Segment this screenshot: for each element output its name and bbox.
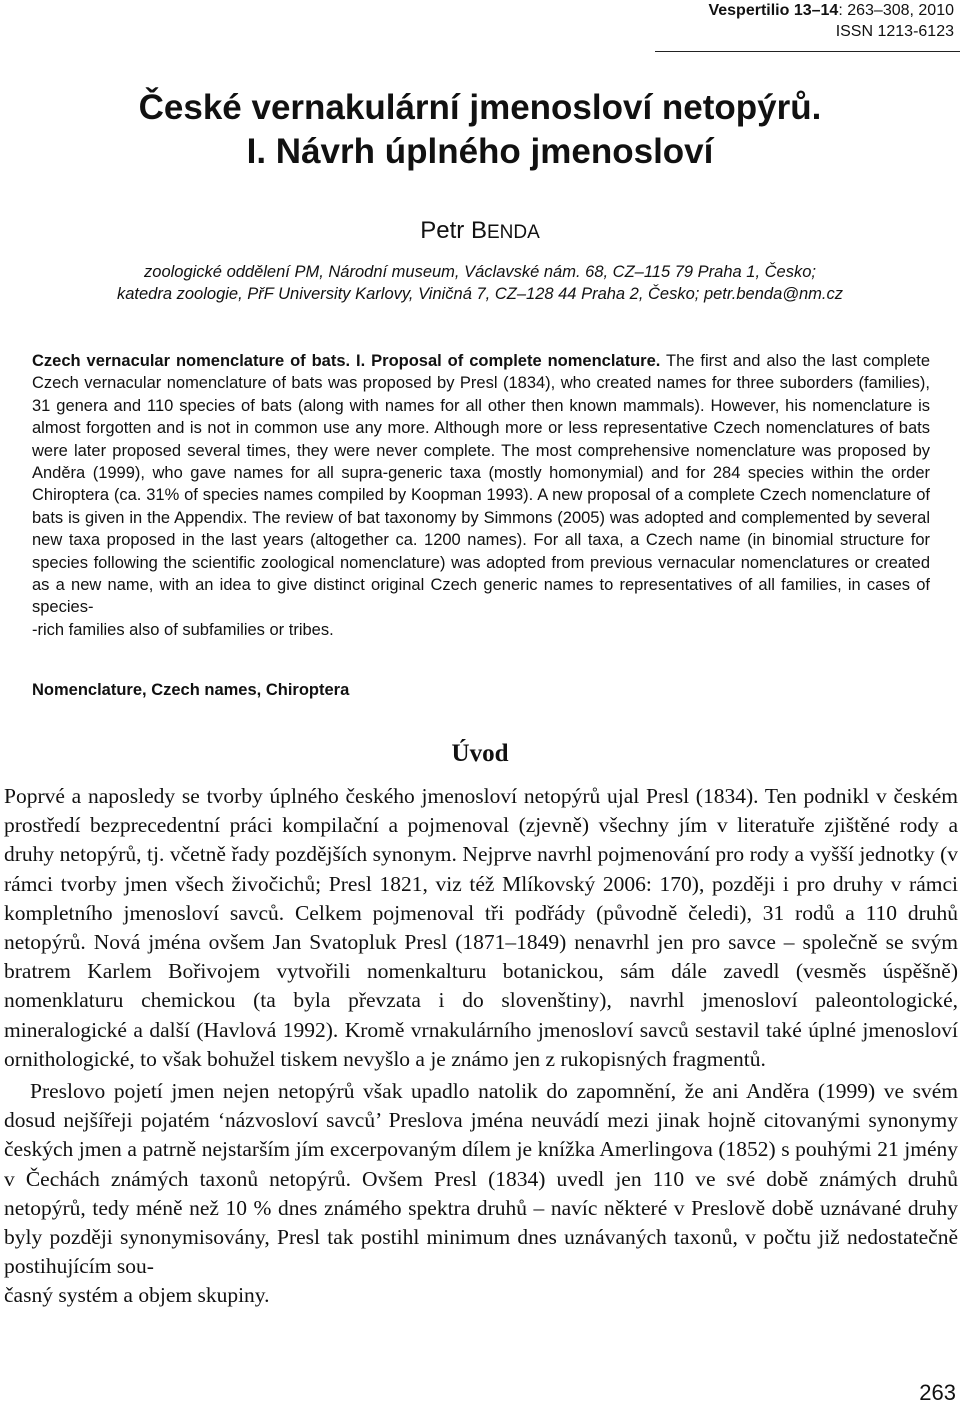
author-name [0,216,960,248]
body-paragraph: Preslovo pojetí jmen nejen netopýrů však upadlo natolik do zapomnění, že ani Anděra (1999) ve svém dosud nejšířeji pojatém ‘názvosloví savců’ Preslova jména neuvádí mezi jinak hojně citovanými synonymy českých jmen a patrně nejstarším jím excerpovaným dílem je knížka Amerlingova (1852) s pouhými 21 jmény v Čechách známých taxonů netopýrů. Ovšem Presl (1834) uvedl jen 110 ve své době známých druhů netopýrů, tedy méně než 10 % dnes známého spektra druhů – navíc některé v Preslově době uznávané druhy byly později synonymisovány, Presl tak postihl minimum dnes uznávaných taxonů, v počtu již nedostatečně postihujícím sou- časný systém a objem skupiny. [4,1079,958,1308]
body-paragraph: Poprvé a naposledy se tvorby úplného českého jmenosloví netopýrů ujal Presl (1834). Ten podnikl v českém prostředí bezprecedentní práci kompilační a pojmenoval (zjevně) všechny jím v literatuře zjištěné rody a druhy netopýrů, tj. včetně řady pozdějších synonym. Nejprve navrhl pojmenování pro rody a vyšší jednotky (v rámci tvorby jmen všech živočichů; Presl 1821, viz též Mlíkovský 2006: 170), později i pro druhy v rámci kompletního jmenosloví savců. Celkem pojmenoval tři podřády (původně čeledi), 31 rodů a 110 druhů netopýrů. Nová jména ovšem Jan Svatopluk Presl (1871–1849) nenavrhl jen pro savce – společně se svým bratrem Karlem Bořivojem vytvořili nomenkalturu botanickou, sám dále zavedl (vesměs úspěšně) nomenklaturu chemickou (ta byla převzata i do slovenštiny), navrhl jmenosloví paleontologické, mineralogické a další (Havlová 1992). Kromě vrnakulárního jmenosloví savců sestavil také úplné jmenosloví ornithologické, to však bohužel tiskem nevyšlo a je známo jen z rukopisných fragmentů. [4,784,958,1071]
affiliation [0,261,960,305]
journal-volume-line [708,0,954,21]
affiliation-line-2: katedra zoologie, PřF University Karlovy, Viničná 7, CZ–128 44 Praha 2, Česko; petr.benda@nm.cz [117,285,843,303]
author-first-name: Petr [420,217,465,244]
author-last-initial: B [470,217,487,244]
keywords: Nomenclature, Czech names, Chiroptera [32,681,350,699]
title-line-1: České vernakulární jmenosloví netopýrů. [138,88,822,127]
article-title [0,86,960,174]
journal-pages: : 263–308, 2010 [838,2,954,19]
section-heading: Úvod [451,740,509,767]
author-last-smallcaps: ENDA [486,222,540,243]
affiliation-line-1: zoologické oddělení PM, Národní museum, Václavské nám. 68, CZ–115 79 Praha 1, Česko; [144,263,816,281]
title-line-2: I. Návrh úplného jmenosloví [246,132,714,171]
abstract-text: The first and also the last complete Czech vernacular nomenclature of bats was proposed by Presl (1834), who created names for three suborders (families), 31 genera and 110 species of bats (along with names for all other then known mammals). However, his nomenclature is almost forgotten and is not in common use any more. Although more or less representative Czech nomenclatures of bats were later proposed several times, they were never complete. The most comprehensive nomenclature was proposed by Anděra (1999), who gave names for all supra-generic taxa (mostly homonymial) and for 284 species within the order Chiroptera (ca. 31% of species names compiled by Koopman 1993). A new proposal of a complete Czech nomenclature of bats is given in the Appendix. The review of bat taxonomy by Simmons (2005) was adopted and complemented by several new taxa proposed in the last years (altogether ca. 1200 names). For all taxa, a Czech name (in binomial structure for species following the scientific zoological nomenclature) was adopted from previous vernacular nomenclatures or created as a new name, with an idea to give distinct original Czech generic names to representatives of all families, in cases of species- -rich families also of subfamilies or tribes. [32,352,931,639]
abstract [32,350,930,641]
section-body [4,782,958,1311]
author-last-name [471,217,540,244]
journal-citation [708,0,954,42]
page-number: 263 [919,1380,956,1405]
journal-name: Vespertilio 13–14 [708,2,839,19]
abstract-title: Czech vernacular nomenclature of bats. I. Proposal of complete nomenclature. [32,352,661,370]
header-divider [655,51,960,52]
journal-issn: ISSN 1213-6123 [835,23,954,40]
